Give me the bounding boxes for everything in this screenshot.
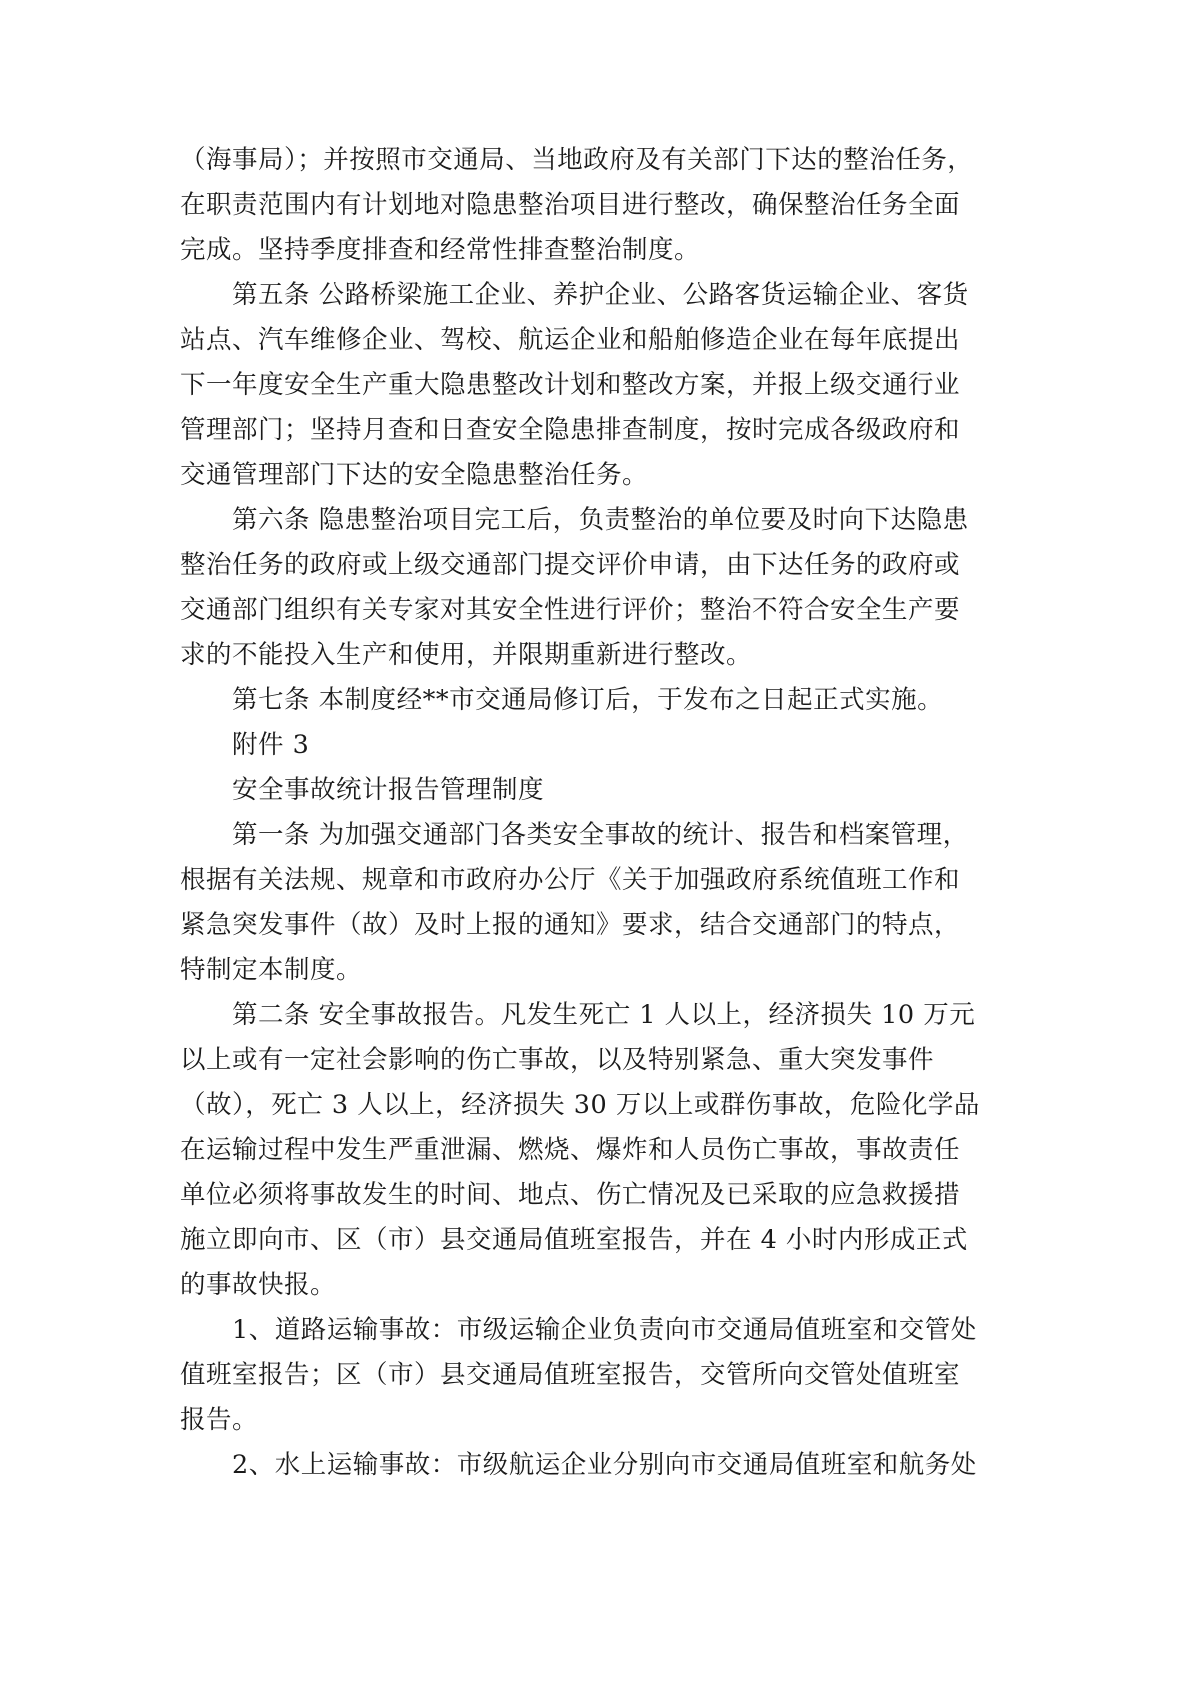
text-line: 求的不能投入生产和使用，并限期重新进行整改。 (180, 640, 753, 670)
text-line: 值班室报告；区（市）县交通局值班室报告，交管所向交管处值班室 (180, 1360, 961, 1390)
text-line: （海事局）；并按照市交通局、当地政府及有关部门下达的整治任务， (180, 145, 974, 175)
article-7-line: 第七条 本制度经**市交通局修订后，于发布之日起正式实施。 (232, 685, 944, 715)
article-6-heading-line: 第六条 隐患整治项目完工后，负责整治的单位要及时向下达隐患 (232, 505, 969, 535)
article-5-heading-line: 第五条 公路桥梁施工企业、养护企业、公路客货运输企业、客货 (232, 280, 969, 310)
text-line: 以上或有一定社会影响的伤亡事故，以及特别紧急、重大突发事件 (180, 1045, 935, 1075)
text-line: 管理部门；坚持月查和日查安全隐患排查制度，按时完成各级政府和 (180, 415, 961, 445)
text-line: 在职责范围内有计划地对隐患整治项目进行整改，确保整治任务全面 (180, 190, 961, 220)
text-line: 在运输过程中发生严重泄漏、燃烧、爆炸和人员伤亡事故，事故责任 (180, 1135, 961, 1165)
text-line: 根据有关法规、规章和市政府办公厅《关于加强政府系统值班工作和 (180, 865, 961, 895)
text-line: 交通管理部门下达的安全隐患整治任务。 (180, 460, 649, 490)
attachment-title: 安全事故统计报告管理制度 (232, 775, 545, 805)
article-1-heading-line: 第一条 为加强交通部门各类安全事故的统计、报告和档案管理， (232, 820, 969, 850)
text-line: 特制定本制度。 (180, 955, 363, 985)
text-line: 报告。 (180, 1405, 259, 1435)
text-line: 的事故快报。 (180, 1270, 337, 1300)
document-body (180, 138, 1010, 1488)
text-line: 下一年度安全生产重大隐患整改计划和整改方案，并报上级交通行业 (180, 370, 961, 400)
text-line: （故），死亡 3 人以上，经济损失 30 万以上或群伤事故，危险化学品 (180, 1090, 980, 1120)
text-line: 站点、汽车维修企业、驾校、航运企业和船舶修造企业在每年底提出 (180, 325, 961, 355)
item-1-heading-line: 1、道路运输事故：市级运输企业负责向市交通局值班室和交管处 (232, 1315, 977, 1345)
text-line: 整治任务的政府或上级交通部门提交评价申请，由下达任务的政府或 (180, 550, 961, 580)
article-2-heading-line: 第二条 安全事故报告。凡发生死亡 1 人以上，经济损失 10 万元 (232, 1000, 976, 1030)
text-line: 紧急突发事件（故）及时上报的通知》要求，结合交通部门的特点， (180, 910, 961, 940)
text-line: 施立即向市、区（市）县交通局值班室报告，并在 4 小时内形成正式 (180, 1225, 968, 1255)
item-2-heading-line: 2、水上运输事故：市级航运企业分别向市交通局值班室和航务处 (232, 1450, 977, 1480)
text-line: 单位必须将事故发生的时间、地点、伤亡情况及已采取的应急救援措 (180, 1180, 961, 1210)
text-line: 完成。坚持季度排查和经常性排查整治制度。 (180, 235, 701, 265)
attachment-label: 附件 3 (232, 730, 310, 760)
text-line: 交通部门组织有关专家对其安全性进行评价；整治不符合安全生产要 (180, 595, 961, 625)
